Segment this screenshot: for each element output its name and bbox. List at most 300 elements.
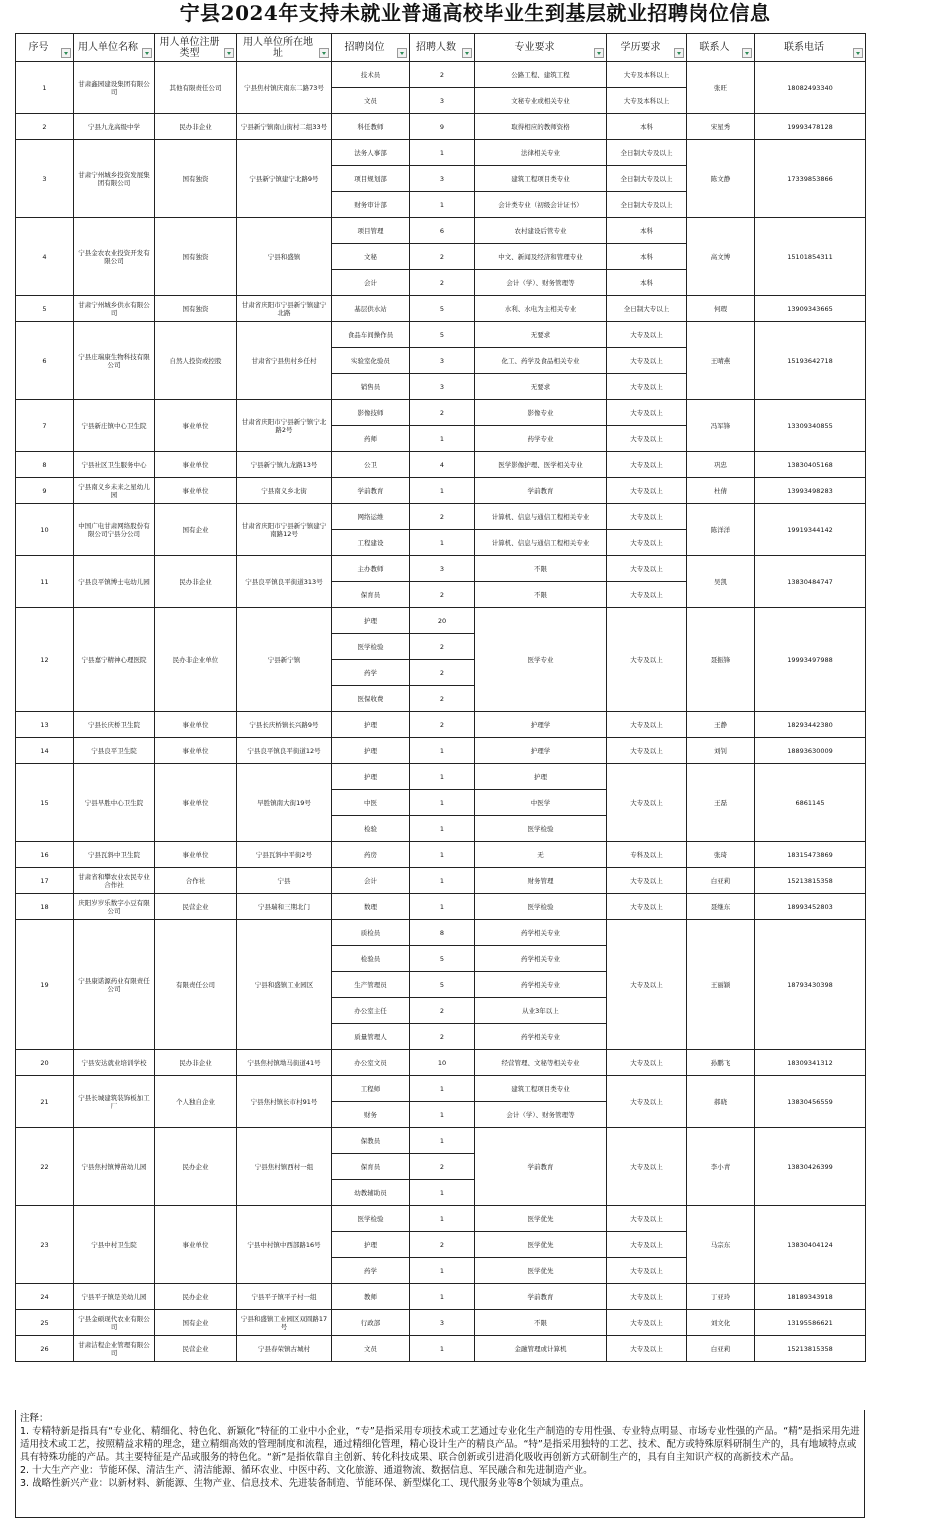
cell-phone[interactable]: 18189343918 — [755, 1284, 866, 1310]
cell-address[interactable]: 宁县和盛镇工业园区 — [237, 920, 332, 1050]
cell-contact[interactable]: 郝晓 — [687, 1076, 755, 1128]
cell-contact[interactable]: 陈文静 — [687, 140, 755, 218]
cell-company[interactable]: 宁县瓦斜中卫生院 — [74, 842, 155, 868]
cell-count[interactable]: 3 — [410, 166, 475, 192]
cell-major[interactable]: 经营管理、文秘等相关专业 — [475, 1050, 607, 1076]
cell-post[interactable]: 技术员 — [332, 62, 410, 88]
cell-reg-type[interactable]: 民办企业 — [155, 1284, 237, 1310]
cell-post[interactable]: 公卫 — [332, 452, 410, 478]
cell-address[interactable]: 宁县焦村镇庆南东二路73号 — [237, 62, 332, 114]
cell-contact[interactable]: 聂振锋 — [687, 608, 755, 712]
cell-count[interactable]: 2 — [410, 686, 475, 712]
cell-major[interactable]: 无 — [475, 842, 607, 868]
cell-major[interactable]: 中文、新闻及经济和管理专业 — [475, 244, 607, 270]
col-header-contact[interactable]: 联系人 — [687, 34, 755, 62]
cell-count[interactable]: 5 — [410, 972, 475, 998]
cell-contact[interactable]: 李小青 — [687, 1128, 755, 1206]
cell-count[interactable]: 4 — [410, 452, 475, 478]
cell-major[interactable]: 文秘专业或相关专业 — [475, 88, 607, 114]
cell-phone[interactable]: 19993478128 — [755, 114, 866, 140]
cell-education[interactable]: 大专及以上 — [607, 452, 687, 478]
cell-education[interactable]: 大专及以上 — [607, 1310, 687, 1336]
cell-phone[interactable]: 18315473869 — [755, 842, 866, 868]
cell-count[interactable]: 1 — [410, 842, 475, 868]
cell-reg-type[interactable]: 国有企业 — [155, 504, 237, 556]
col-header-major[interactable]: 专业要求 — [475, 34, 607, 62]
filter-dropdown-icon[interactable] — [142, 48, 152, 58]
cell-major[interactable]: 中医学 — [475, 790, 607, 816]
cell-company[interactable]: 宁县南义乡未来之星幼儿园 — [74, 478, 155, 504]
cell-education[interactable]: 本科 — [607, 270, 687, 296]
cell-post[interactable]: 法务人事部 — [332, 140, 410, 166]
cell-count[interactable]: 1 — [410, 894, 475, 920]
cell-contact[interactable]: 马宗东 — [687, 1206, 755, 1284]
cell-post[interactable]: 学前教育 — [332, 478, 410, 504]
cell-count[interactable]: 1 — [410, 868, 475, 894]
cell-contact[interactable]: 宋星秀 — [687, 114, 755, 140]
cell-major[interactable]: 药学专业 — [475, 426, 607, 452]
cell-company[interactable]: 甘肃宁州城乡投资发展集团有限公司 — [74, 140, 155, 218]
cell-reg-type[interactable]: 事业单位 — [155, 400, 237, 452]
cell-education[interactable]: 全日制大专及以上 — [607, 192, 687, 218]
cell-reg-type[interactable]: 国有独资 — [155, 296, 237, 322]
cell-education[interactable]: 大专及以上 — [607, 738, 687, 764]
cell-education[interactable]: 大专及以上 — [607, 1232, 687, 1258]
cell-post[interactable]: 生产管理员 — [332, 972, 410, 998]
cell-phone[interactable]: 15193642718 — [755, 322, 866, 400]
cell-post[interactable]: 检验 — [332, 816, 410, 842]
cell-count[interactable]: 1 — [410, 1102, 475, 1128]
cell-phone[interactable]: 13830404124 — [755, 1206, 866, 1284]
cell-company[interactable]: 宁县平子镇是美幼儿园 — [74, 1284, 155, 1310]
cell-company[interactable]: 庆阳岁岁乐数字小豆有限公司 — [74, 894, 155, 920]
cell-contact[interactable]: 王晴燕 — [687, 322, 755, 400]
cell-major[interactable]: 学前教育 — [475, 1128, 607, 1206]
cell-reg-type[interactable]: 事业单位 — [155, 478, 237, 504]
cell-post[interactable]: 办公室文员 — [332, 1050, 410, 1076]
cell-count[interactable]: 1 — [410, 790, 475, 816]
cell-no[interactable]: 15 — [16, 764, 74, 842]
cell-contact[interactable]: 聂继东 — [687, 894, 755, 920]
cell-contact[interactable]: 冯军锋 — [687, 400, 755, 452]
cell-education[interactable]: 大专及以上 — [607, 608, 687, 712]
cell-phone[interactable]: 17339853866 — [755, 140, 866, 218]
cell-company[interactable]: 甘肃省和攀农业农民专业合作社 — [74, 868, 155, 894]
cell-address[interactable]: 甘肃省庆阳市宁县新宁镇宁北路2号 — [237, 400, 332, 452]
cell-education[interactable]: 全日制大专以上 — [607, 296, 687, 322]
cell-company[interactable]: 宁县金农农业投资开发有限公司 — [74, 218, 155, 296]
cell-major[interactable]: 药学相关专业 — [475, 1024, 607, 1050]
cell-major[interactable]: 会计（学）、财务管理等 — [475, 270, 607, 296]
cell-no[interactable]: 18 — [16, 894, 74, 920]
col-header-company[interactable]: 用人单位名称 — [74, 34, 155, 62]
cell-count[interactable]: 2 — [410, 270, 475, 296]
cell-post[interactable]: 药学 — [332, 660, 410, 686]
cell-education[interactable]: 大专及以上 — [607, 920, 687, 1050]
cell-post[interactable]: 幼教辅助员 — [332, 1180, 410, 1206]
cell-no[interactable]: 9 — [16, 478, 74, 504]
cell-no[interactable]: 23 — [16, 1206, 74, 1284]
cell-no[interactable]: 8 — [16, 452, 74, 478]
cell-post[interactable]: 药师 — [332, 426, 410, 452]
cell-reg-type[interactable]: 民办企业 — [155, 1128, 237, 1206]
cell-company[interactable]: 甘肃鑫园建设集团有限公司 — [74, 62, 155, 114]
cell-education[interactable]: 大专及以上 — [607, 1258, 687, 1284]
cell-no[interactable]: 22 — [16, 1128, 74, 1206]
cell-major[interactable]: 金融管理或计算机 — [475, 1336, 607, 1362]
cell-address[interactable]: 宁县和盛镇 — [237, 218, 332, 296]
cell-post[interactable]: 影像技师 — [332, 400, 410, 426]
cell-count[interactable]: 6 — [410, 218, 475, 244]
cell-major[interactable]: 医学检验 — [475, 816, 607, 842]
cell-phone[interactable]: 18793430398 — [755, 920, 866, 1050]
cell-major[interactable]: 药学相关专业 — [475, 920, 607, 946]
cell-post[interactable]: 检验员 — [332, 946, 410, 972]
filter-dropdown-icon[interactable] — [224, 48, 234, 58]
cell-major[interactable]: 医学专业 — [475, 608, 607, 712]
cell-address[interactable]: 宁县良平镇良平街道12号 — [237, 738, 332, 764]
cell-phone[interactable]: 18993452803 — [755, 894, 866, 920]
cell-no[interactable]: 20 — [16, 1050, 74, 1076]
cell-contact[interactable]: 刘文化 — [687, 1310, 755, 1336]
cell-major[interactable]: 不限 — [475, 1310, 607, 1336]
cell-count[interactable]: 1 — [410, 1284, 475, 1310]
cell-count[interactable]: 2 — [410, 1232, 475, 1258]
cell-major[interactable]: 不限 — [475, 556, 607, 582]
cell-post[interactable]: 质检员 — [332, 920, 410, 946]
cell-address[interactable]: 宁县焦村镇坳马街道41号 — [237, 1050, 332, 1076]
cell-post[interactable]: 食品车间操作员 — [332, 322, 410, 348]
cell-post[interactable]: 护理 — [332, 1232, 410, 1258]
cell-major[interactable]: 学前教育 — [475, 478, 607, 504]
cell-company[interactable]: 宁县九龙高级中学 — [74, 114, 155, 140]
cell-contact[interactable]: 王丽颖 — [687, 920, 755, 1050]
filter-dropdown-icon[interactable] — [397, 48, 407, 58]
cell-major[interactable]: 农村建设后管专业 — [475, 218, 607, 244]
cell-major[interactable]: 无要求 — [475, 322, 607, 348]
cell-major[interactable]: 医学优先 — [475, 1232, 607, 1258]
cell-count[interactable]: 9 — [410, 114, 475, 140]
cell-count[interactable]: 2 — [410, 582, 475, 608]
cell-no[interactable]: 12 — [16, 608, 74, 712]
cell-education[interactable]: 大专及以上 — [607, 1076, 687, 1128]
cell-post[interactable]: 文秘 — [332, 244, 410, 270]
cell-no[interactable]: 25 — [16, 1310, 74, 1336]
cell-post[interactable]: 工程师 — [332, 1076, 410, 1102]
cell-education[interactable]: 大专及以上 — [607, 1128, 687, 1206]
cell-count[interactable]: 5 — [410, 322, 475, 348]
cell-education[interactable]: 大专及以上 — [607, 400, 687, 426]
filter-dropdown-icon[interactable] — [853, 48, 863, 58]
cell-count[interactable]: 1 — [410, 192, 475, 218]
col-header-address[interactable]: 用人单位所在地址 — [237, 34, 332, 62]
cell-count[interactable]: 2 — [410, 244, 475, 270]
cell-count[interactable]: 1 — [410, 1206, 475, 1232]
cell-address[interactable]: 甘肃省庆阳市宁县新宁镇建宁北路 — [237, 296, 332, 322]
cell-company[interactable]: 宁县良平卫生院 — [74, 738, 155, 764]
cell-address[interactable]: 宁县 — [237, 868, 332, 894]
cell-count[interactable]: 1 — [410, 530, 475, 556]
cell-post[interactable]: 办公室主任 — [332, 998, 410, 1024]
cell-no[interactable]: 1 — [16, 62, 74, 114]
cell-no[interactable]: 19 — [16, 920, 74, 1050]
cell-education[interactable]: 大专及以上 — [607, 374, 687, 400]
cell-company[interactable]: 宁县安达就业培训学校 — [74, 1050, 155, 1076]
cell-phone[interactable]: 13309340855 — [755, 400, 866, 452]
cell-address[interactable]: 宁县和盛镇工业园区双圆路17号 — [237, 1310, 332, 1336]
cell-major[interactable]: 财务管理 — [475, 868, 607, 894]
cell-address[interactable]: 宁县瑞和三期北门 — [237, 894, 332, 920]
cell-major[interactable]: 药学相关专业 — [475, 972, 607, 998]
cell-post[interactable]: 医学检验 — [332, 1206, 410, 1232]
cell-contact[interactable]: 王静 — [687, 712, 755, 738]
cell-reg-type[interactable]: 民办非企业 — [155, 114, 237, 140]
col-header-reg-type[interactable]: 用人单位注册类型 — [155, 34, 237, 62]
cell-address[interactable]: 甘肃省庆阳市宁县新宁镇建宁南路12号 — [237, 504, 332, 556]
cell-post[interactable]: 保育员 — [332, 1154, 410, 1180]
cell-company[interactable]: 宁县中村卫生院 — [74, 1206, 155, 1284]
cell-major[interactable]: 会计（学）、财务管理等 — [475, 1102, 607, 1128]
cell-phone[interactable]: 15213815358 — [755, 868, 866, 894]
cell-major[interactable]: 医学优先 — [475, 1258, 607, 1284]
cell-major[interactable]: 会计类专业（初级会计证书） — [475, 192, 607, 218]
cell-phone[interactable]: 13830456559 — [755, 1076, 866, 1128]
cell-phone[interactable]: 15101854311 — [755, 218, 866, 296]
cell-count[interactable]: 3 — [410, 1310, 475, 1336]
cell-major[interactable]: 学前教育 — [475, 1284, 607, 1310]
cell-count[interactable]: 1 — [410, 816, 475, 842]
cell-education[interactable]: 大专及以上 — [607, 712, 687, 738]
cell-address[interactable]: 宁县瓦斜中平街2号 — [237, 842, 332, 868]
cell-education[interactable]: 大专及以上 — [607, 426, 687, 452]
cell-education[interactable]: 专科及以上 — [607, 842, 687, 868]
cell-count[interactable]: 2 — [410, 1154, 475, 1180]
cell-major[interactable]: 药学相关专业 — [475, 946, 607, 972]
cell-reg-type[interactable]: 有限责任公司 — [155, 920, 237, 1050]
cell-phone[interactable]: 13830484747 — [755, 556, 866, 608]
cell-count[interactable]: 1 — [410, 764, 475, 790]
cell-education[interactable]: 大专及本科以上 — [607, 62, 687, 88]
cell-major[interactable]: 无要求 — [475, 374, 607, 400]
cell-reg-type[interactable]: 自然人投资或控股 — [155, 322, 237, 400]
cell-reg-type[interactable]: 合作社 — [155, 868, 237, 894]
cell-count[interactable]: 2 — [410, 62, 475, 88]
cell-education[interactable]: 本科 — [607, 114, 687, 140]
cell-post[interactable]: 销售员 — [332, 374, 410, 400]
cell-major[interactable]: 计算机、信息与通信工程相关专业 — [475, 530, 607, 556]
cell-company[interactable]: 宁县长城建筑装饰板加工厂 — [74, 1076, 155, 1128]
cell-post[interactable]: 医保收费 — [332, 686, 410, 712]
cell-post[interactable]: 保教员 — [332, 1128, 410, 1154]
cell-post[interactable]: 网络运维 — [332, 504, 410, 530]
cell-contact[interactable]: 高文博 — [687, 218, 755, 296]
cell-post[interactable]: 教师 — [332, 1284, 410, 1310]
cell-company[interactable]: 宁县庄瑞康生物科技有限公司 — [74, 322, 155, 400]
cell-reg-type[interactable]: 国有独资 — [155, 218, 237, 296]
col-header-phone[interactable]: 联系电话 — [755, 34, 866, 62]
cell-post[interactable]: 基层供水站 — [332, 296, 410, 322]
cell-company[interactable]: 宁县早胜中心卫生院 — [74, 764, 155, 842]
cell-post[interactable]: 护理 — [332, 608, 410, 634]
cell-count[interactable]: 3 — [410, 556, 475, 582]
cell-education[interactable]: 大专及以上 — [607, 1336, 687, 1362]
cell-reg-type[interactable]: 国有独资 — [155, 140, 237, 218]
cell-post[interactable]: 药房 — [332, 842, 410, 868]
cell-count[interactable]: 1 — [410, 426, 475, 452]
cell-address[interactable]: 宁县新宁镇九龙路13号 — [237, 452, 332, 478]
cell-count[interactable]: 1 — [410, 1336, 475, 1362]
cell-phone[interactable]: 15213815358 — [755, 1336, 866, 1362]
cell-count[interactable]: 20 — [410, 608, 475, 634]
cell-count[interactable]: 1 — [410, 1258, 475, 1284]
cell-phone[interactable]: 13830426399 — [755, 1128, 866, 1206]
cell-count[interactable]: 1 — [410, 738, 475, 764]
cell-major[interactable]: 水利、水电为主相关专业 — [475, 296, 607, 322]
cell-education[interactable]: 大专及以上 — [607, 1050, 687, 1076]
cell-count[interactable]: 5 — [410, 296, 475, 322]
cell-major[interactable]: 医学优先 — [475, 1206, 607, 1232]
cell-post[interactable]: 行政部 — [332, 1310, 410, 1336]
cell-phone[interactable]: 19919344142 — [755, 504, 866, 556]
cell-education[interactable]: 本科 — [607, 218, 687, 244]
cell-no[interactable]: 10 — [16, 504, 74, 556]
cell-education[interactable]: 全日制大专及以上 — [607, 166, 687, 192]
cell-post[interactable]: 主办教师 — [332, 556, 410, 582]
filter-dropdown-icon[interactable] — [319, 48, 329, 58]
cell-post[interactable]: 护理 — [332, 712, 410, 738]
cell-company[interactable]: 甘肃洁程企业管理有限公司 — [74, 1336, 155, 1362]
cell-count[interactable]: 2 — [410, 400, 475, 426]
cell-post[interactable]: 工程建设 — [332, 530, 410, 556]
cell-post[interactable]: 质量管理人 — [332, 1024, 410, 1050]
cell-post[interactable]: 护理 — [332, 764, 410, 790]
cell-reg-type[interactable]: 事业单位 — [155, 842, 237, 868]
cell-reg-type[interactable]: 民营企业 — [155, 1336, 237, 1362]
cell-phone[interactable]: 18893630009 — [755, 738, 866, 764]
cell-contact[interactable]: 王磊 — [687, 764, 755, 842]
cell-reg-type[interactable]: 事业单位 — [155, 738, 237, 764]
cell-post[interactable]: 实验室化验员 — [332, 348, 410, 374]
cell-education[interactable]: 大专及以上 — [607, 478, 687, 504]
cell-post[interactable]: 文员 — [332, 88, 410, 114]
cell-no[interactable]: 17 — [16, 868, 74, 894]
cell-major[interactable]: 建筑工程项目类专业 — [475, 1076, 607, 1102]
cell-education[interactable]: 本科 — [607, 244, 687, 270]
cell-phone[interactable]: 13195586621 — [755, 1310, 866, 1336]
cell-count[interactable]: 1 — [410, 1128, 475, 1154]
cell-phone[interactable]: 6861145 — [755, 764, 866, 842]
cell-contact[interactable]: 杜倩 — [687, 478, 755, 504]
cell-count[interactable]: 8 — [410, 920, 475, 946]
cell-education[interactable]: 大专及以上 — [607, 764, 687, 842]
col-header-post[interactable]: 招聘岗位 — [332, 34, 410, 62]
cell-contact[interactable]: 张旺 — [687, 62, 755, 114]
cell-company[interactable]: 宁县嘉宁精神心理医院 — [74, 608, 155, 712]
cell-no[interactable]: 6 — [16, 322, 74, 400]
cell-no[interactable]: 26 — [16, 1336, 74, 1362]
col-header-education[interactable]: 学历要求 — [607, 34, 687, 62]
cell-no[interactable]: 7 — [16, 400, 74, 452]
cell-company[interactable]: 宁县长庆桥卫生院 — [74, 712, 155, 738]
cell-post[interactable]: 药学 — [332, 1258, 410, 1284]
cell-post[interactable]: 项目规划部 — [332, 166, 410, 192]
cell-phone[interactable]: 13909343665 — [755, 296, 866, 322]
cell-address[interactable]: 宁县新宁镇南山街村二组33号 — [237, 114, 332, 140]
cell-address[interactable]: 宁县平子镇平子村一组 — [237, 1284, 332, 1310]
cell-education[interactable]: 大专及以上 — [607, 1206, 687, 1232]
filter-dropdown-icon[interactable] — [462, 48, 472, 58]
cell-company[interactable]: 甘肃宁州城乡供水有限公司 — [74, 296, 155, 322]
cell-count[interactable]: 3 — [410, 348, 475, 374]
cell-major[interactable]: 医学影像护理、医学相关专业 — [475, 452, 607, 478]
cell-count[interactable]: 2 — [410, 1024, 475, 1050]
cell-count[interactable]: 1 — [410, 478, 475, 504]
cell-address[interactable]: 甘肃省宁县焦村乡任村 — [237, 322, 332, 400]
cell-address[interactable]: 宁县中村镇中西部路16号 — [237, 1206, 332, 1284]
cell-contact[interactable]: 何瑕 — [687, 296, 755, 322]
cell-count[interactable]: 2 — [410, 998, 475, 1024]
cell-no[interactable]: 16 — [16, 842, 74, 868]
cell-reg-type[interactable]: 个人独自企业 — [155, 1076, 237, 1128]
cell-address[interactable]: 早胜镇南大街19号 — [237, 764, 332, 842]
cell-post[interactable]: 财务审计部 — [332, 192, 410, 218]
cell-post[interactable]: 科任教师 — [332, 114, 410, 140]
cell-no[interactable]: 5 — [16, 296, 74, 322]
cell-no[interactable]: 11 — [16, 556, 74, 608]
cell-phone[interactable]: 13993498283 — [755, 478, 866, 504]
cell-count[interactable]: 10 — [410, 1050, 475, 1076]
cell-company[interactable]: 宁县新庄镇中心卫生院 — [74, 400, 155, 452]
cell-no[interactable]: 13 — [16, 712, 74, 738]
cell-address[interactable]: 宁县新宁镇 — [237, 608, 332, 712]
cell-count[interactable]: 1 — [410, 1180, 475, 1206]
cell-major[interactable]: 护理学 — [475, 712, 607, 738]
cell-contact[interactable]: 张琦 — [687, 842, 755, 868]
cell-contact[interactable]: 白亚莉 — [687, 868, 755, 894]
cell-post[interactable]: 数理 — [332, 894, 410, 920]
cell-post[interactable]: 中医 — [332, 790, 410, 816]
cell-reg-type[interactable]: 民办非企业单位 — [155, 608, 237, 712]
cell-phone[interactable]: 19993497988 — [755, 608, 866, 712]
cell-count[interactable]: 2 — [410, 504, 475, 530]
cell-reg-type[interactable]: 民办非企业 — [155, 1050, 237, 1076]
cell-no[interactable]: 3 — [16, 140, 74, 218]
cell-education[interactable]: 大专及以上 — [607, 894, 687, 920]
filter-dropdown-icon[interactable] — [674, 48, 684, 58]
cell-post[interactable]: 财务 — [332, 1102, 410, 1128]
cell-count[interactable]: 1 — [410, 140, 475, 166]
cell-no[interactable]: 21 — [16, 1076, 74, 1128]
cell-address[interactable]: 宁县焦村镇西村一组 — [237, 1128, 332, 1206]
cell-reg-type[interactable]: 民营企业 — [155, 894, 237, 920]
cell-contact[interactable]: 丁亚玲 — [687, 1284, 755, 1310]
filter-dropdown-icon[interactable] — [594, 48, 604, 58]
cell-major[interactable]: 化工、药学及食品相关专业 — [475, 348, 607, 374]
cell-post[interactable]: 文员 — [332, 1336, 410, 1362]
filter-dropdown-icon[interactable] — [742, 48, 752, 58]
cell-major[interactable]: 建筑工程项目类专业 — [475, 166, 607, 192]
col-header-count[interactable]: 招聘人数 — [410, 34, 475, 62]
cell-major[interactable]: 公路工程、建筑工程 — [475, 62, 607, 88]
cell-major[interactable]: 法律相关专业 — [475, 140, 607, 166]
cell-count[interactable]: 5 — [410, 946, 475, 972]
cell-reg-type[interactable]: 其他有限责任公司 — [155, 62, 237, 114]
cell-phone[interactable]: 18309341312 — [755, 1050, 866, 1076]
cell-company[interactable]: 宁县焦村镇博苗幼儿园 — [74, 1128, 155, 1206]
cell-address[interactable]: 宁县新宁镇建宁北路9号 — [237, 140, 332, 218]
cell-company[interactable]: 宁县良平镇博士屯幼儿园 — [74, 556, 155, 608]
cell-address[interactable]: 宁县良平镇良平街道313号 — [237, 556, 332, 608]
